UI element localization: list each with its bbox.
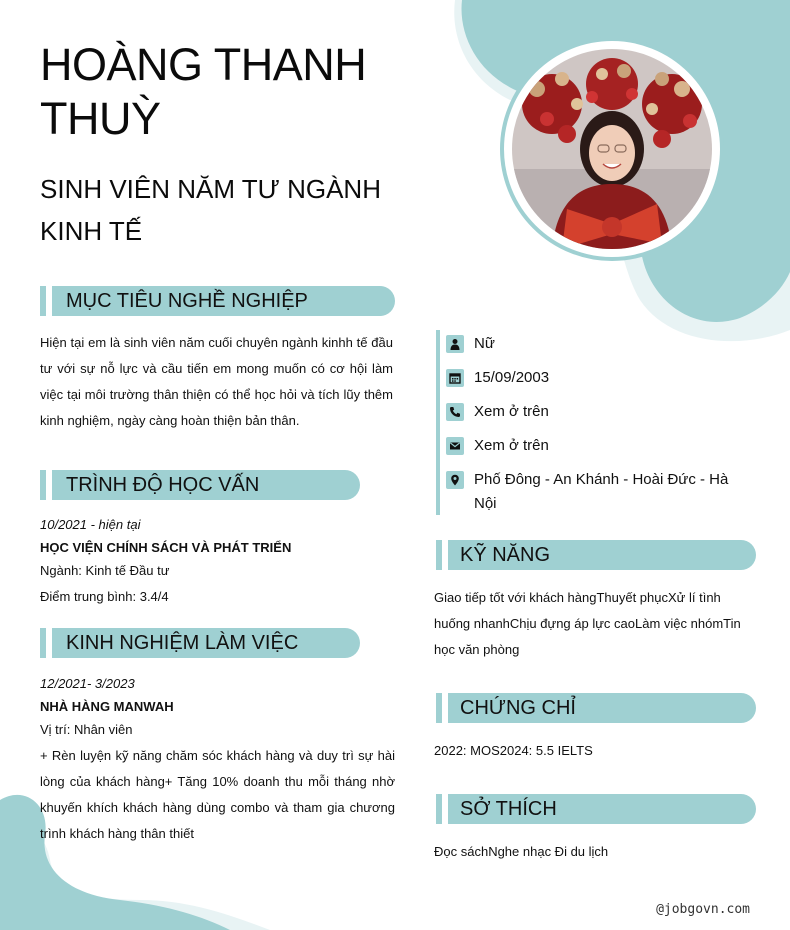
section-header-objective: [40, 286, 395, 316]
objective-text: Hiện tại em là sinh viên năm cuối chuyên ngành kinhh tế đầu tư với sự nỗ lực và cầu tiến em mong muốn có cơ hội làm việc tại môi trường thân thiện có thể học hỏi và tích lũy thêm kinh nghiệm, ngày càng hoàn thiện bản thân.: [40, 335, 393, 428]
section-title: TRÌNH ĐỘ HỌC VẤN: [52, 470, 360, 500]
section-title: KINH NGHIỆM LÀM VIỆC: [52, 628, 360, 658]
education-school: HỌC VIỆN CHÍNH SÁCH VÀ PHÁT TRIỂN: [40, 540, 292, 555]
skills-text: Giao tiếp tốt với khách hàngThuyết phụcXử lí tình huống nhanhChịu đựng áp lực caoLàm việc nhómTin học văn phòng: [434, 590, 741, 657]
experience-company: NHÀ HÀNG MANWAH: [40, 699, 174, 714]
section-header-hobbies: [436, 794, 756, 824]
education-period: 10/2021 - hiện tại: [40, 517, 141, 532]
contact-dob: [446, 366, 744, 390]
section-title: KỸ NĂNG: [448, 540, 756, 570]
contact-email: [446, 434, 744, 458]
certificates-text: 2022: MOS2024: 5.5 IELTS: [434, 743, 593, 758]
section-header-skills: [436, 540, 756, 570]
section-title: CHỨNG CHỈ: [448, 693, 756, 723]
dob-value: 15/09/2003: [474, 369, 550, 386]
phone-value: Xem ở trên: [474, 403, 549, 420]
job-title: SINH VIÊN NĂM TƯ NGÀNH KINH TẾ: [40, 174, 381, 246]
profile-photo: [512, 49, 712, 249]
person-icon: [446, 335, 464, 353]
education-entry: [40, 512, 400, 610]
gender-value: Nữ: [474, 335, 495, 352]
experience-position: Vị trí: Nhân viên: [40, 722, 133, 737]
education-gpa: Điểm trung bình: 3.4/4: [40, 589, 169, 604]
watermark: @jobgovn.com: [656, 902, 750, 917]
mail-icon: [446, 437, 464, 455]
contact-address: [446, 468, 744, 516]
section-title: SỞ THÍCH: [448, 794, 756, 824]
phone-icon: [446, 403, 464, 421]
section-title: MỤC TIÊU NGHỀ NGHIỆP: [52, 286, 395, 316]
education-major: Ngành: Kinh tế Đầu tư: [40, 563, 170, 578]
section-header-experience: [40, 628, 360, 658]
contact-phone: [446, 400, 744, 424]
email-value: Xem ở trên: [474, 437, 549, 454]
location-pin-icon: [446, 471, 464, 489]
hobbies-text: Đọc sáchNghe nhạc Đi du lịch: [434, 844, 609, 859]
candidate-name: HOÀNG THANH THUỲ: [40, 39, 367, 144]
experience-period: 12/2021- 3/2023: [40, 676, 135, 691]
section-header-certificates: [436, 693, 756, 723]
calendar-icon: [446, 369, 464, 387]
contact-gender: [446, 332, 744, 356]
experience-entry: [40, 671, 395, 847]
experience-description: + Rèn luyện kỹ năng chăm sóc khách hàng và duy trì sự hài lòng của khách hàng+ Tăng 10% doanh thu mỗi tháng nhờ khuyến khích khách hàng dùng combo và tham gia chương trình khách hàng thân thiết: [40, 748, 395, 841]
address-value: Phố Đông - An Khánh - Hoài Đức - Hà Nội: [474, 471, 729, 512]
section-header-education: [40, 470, 360, 500]
